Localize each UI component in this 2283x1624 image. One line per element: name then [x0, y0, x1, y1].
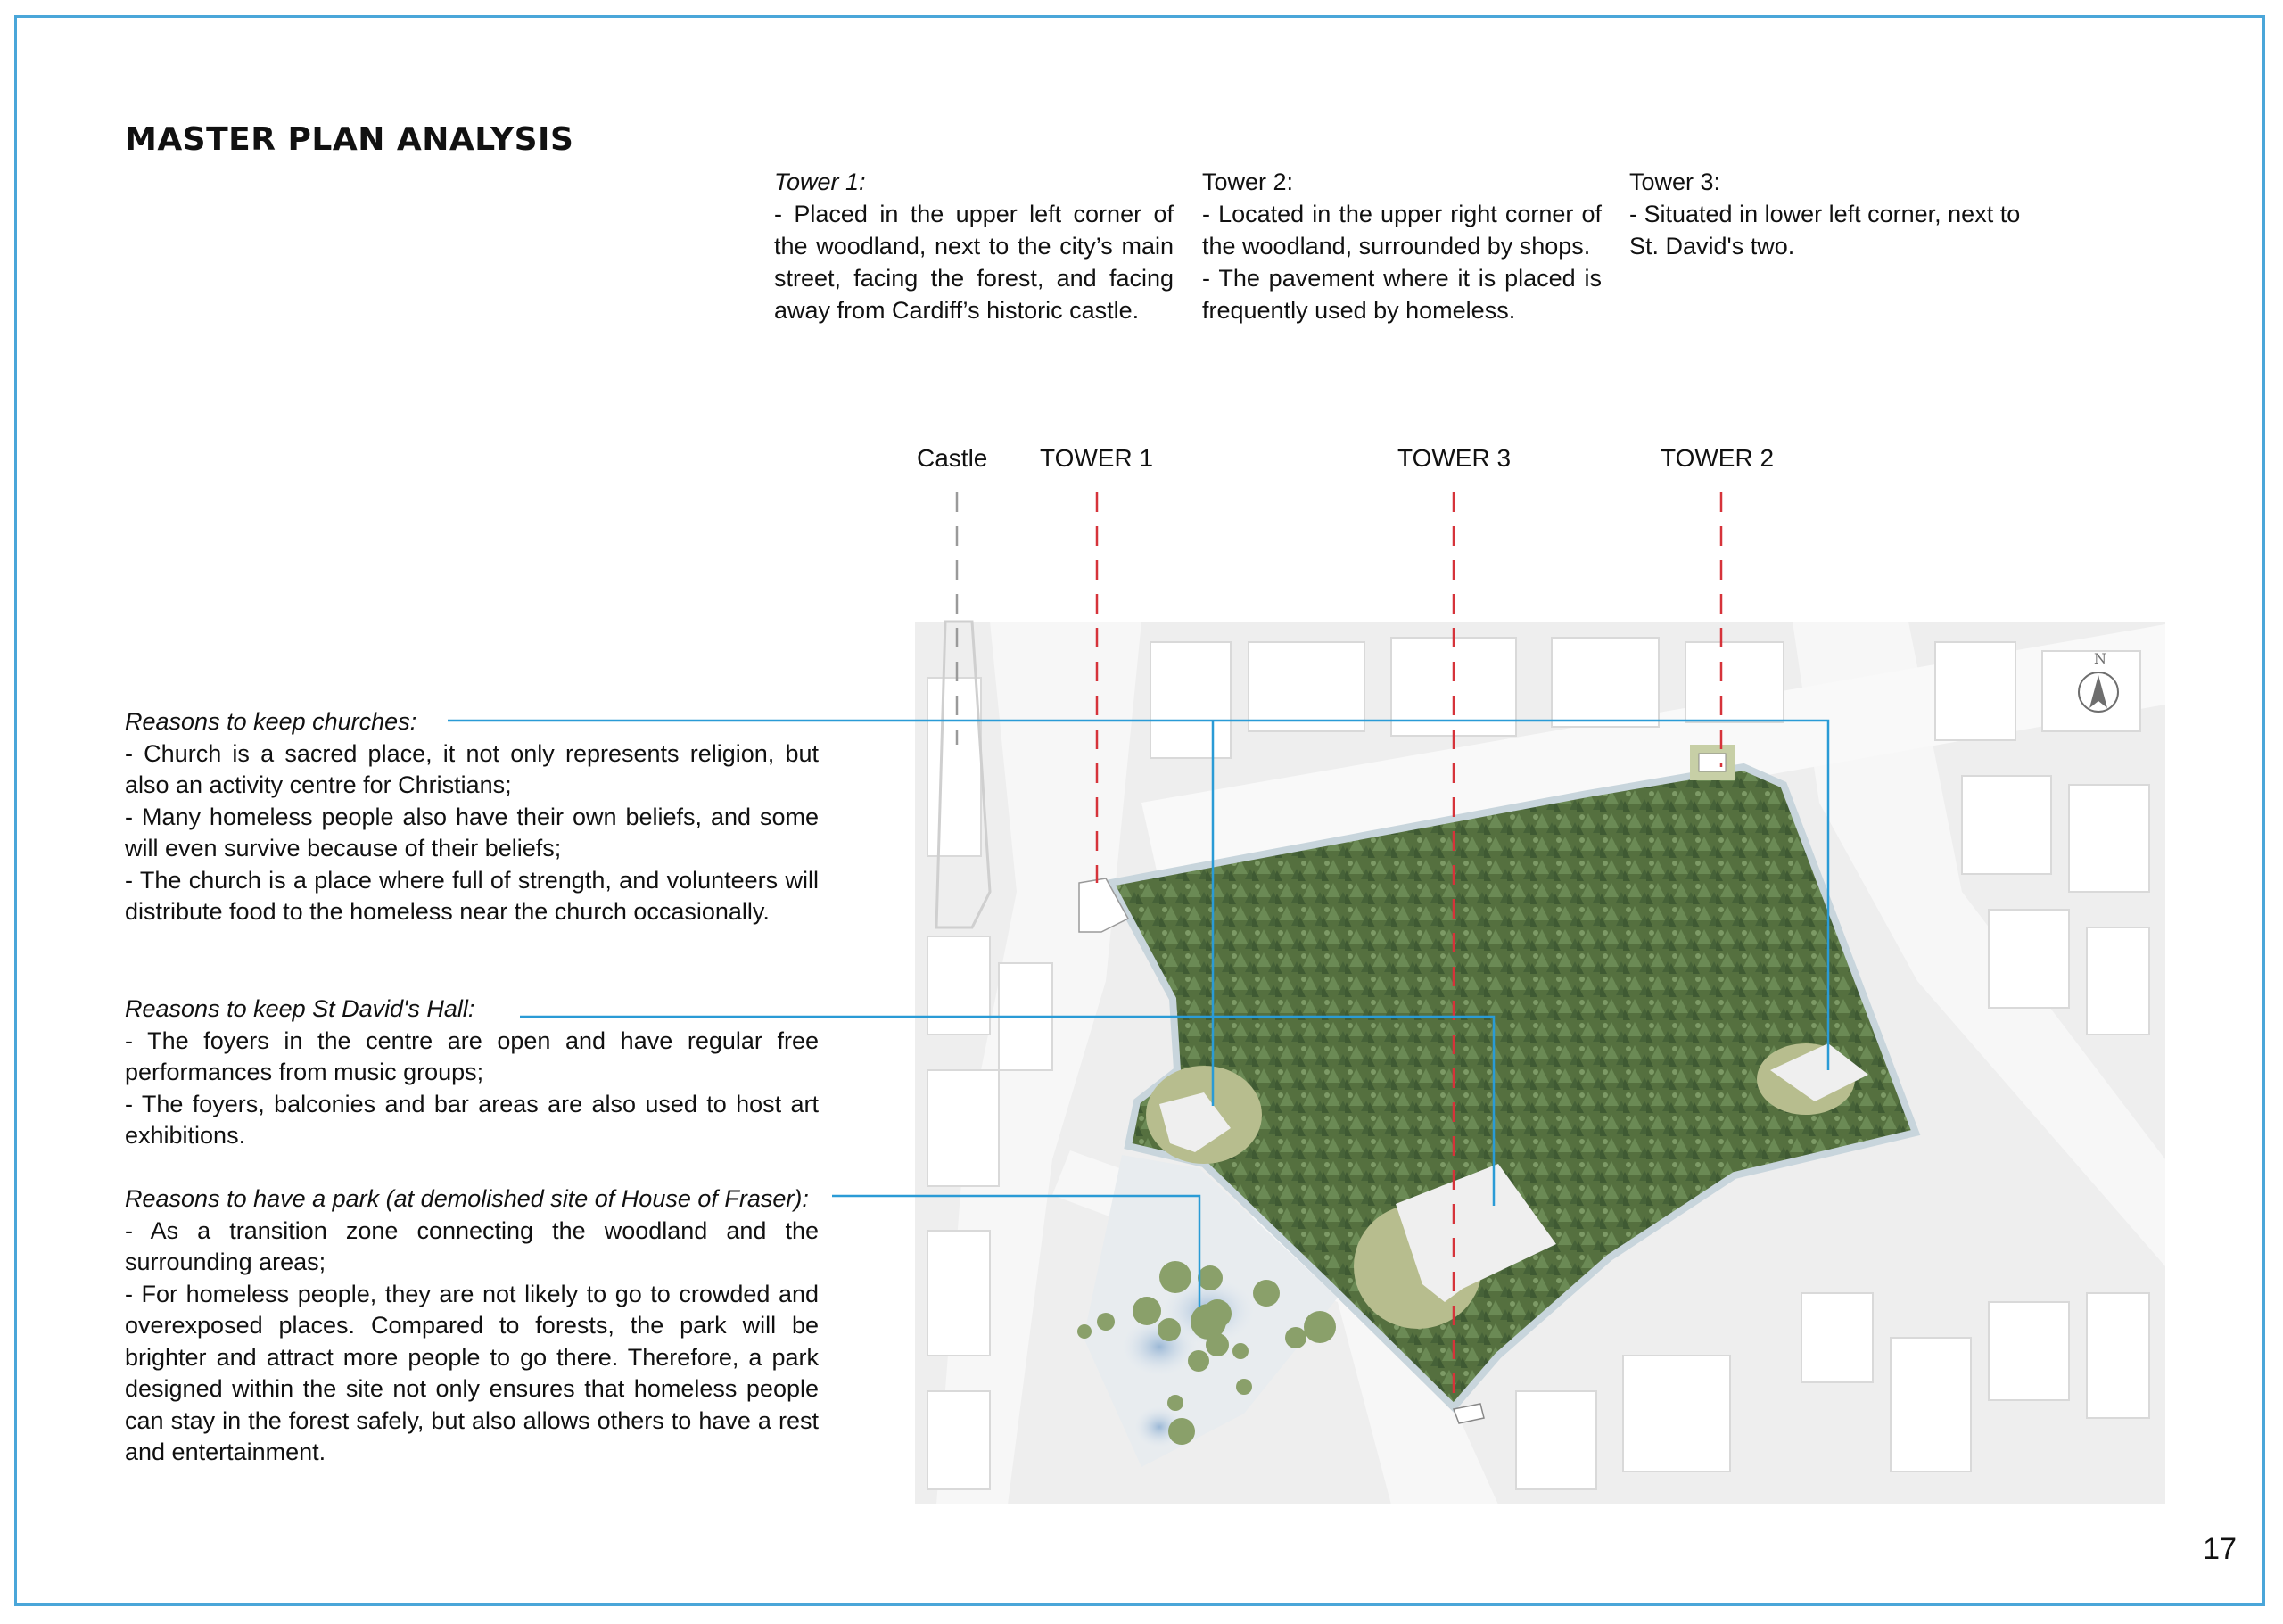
reasons-churches: [125, 706, 819, 928]
park-heading: Reasons to have a park (at demolished site of House of Fraser):: [125, 1185, 809, 1212]
tower1-heading: Tower 1:: [774, 169, 866, 195]
hall-line: - The foyers, balconies and bar areas are also used to host art exhibitions.: [125, 1090, 819, 1149]
churches-heading: Reasons to keep churches:: [125, 708, 417, 735]
label-tower3: TOWER 3: [1397, 444, 1512, 472]
hall-heading: Reasons to keep St David's Hall:: [125, 995, 475, 1022]
tower3-line: - Situated in lower left corner, next to St. David's two.: [1629, 201, 2021, 260]
label-tower1: TOWER 1: [1040, 444, 1154, 472]
hall-line: - The foyers in the centre are open and have regular free performances from music groups;: [125, 1026, 819, 1085]
page-number: 17: [2203, 1532, 2237, 1566]
page-title: MASTER PLAN ANALYSIS: [125, 121, 574, 158]
reasons-hall: [125, 993, 819, 1152]
tower2-line: - Located in the upper right corner of the woodland, surrounded by shops.: [1202, 201, 1602, 260]
park-line: - For homeless people, they are not likely to go to crowded and overexposed places. Compared to forests, the park will be brighter and attract more people to go there. Therefore, a park designed within the site not only ensures that homeless people can stay in the forest safely, but also allows others to have a rest and entertainment.: [125, 1280, 819, 1465]
park-line: - As a transition zone connecting the woodland and the surrounding areas;: [125, 1216, 819, 1275]
churches-line: - Many homeless people also have their own beliefs, and some will even survive because of their beliefs;: [125, 803, 819, 861]
tower1-line: - Placed in the upper left corner of the woodland, next to the city’s main street, facing the forest, and facing away from Cardiff’s historic castle.: [774, 201, 1174, 324]
compass-label: N: [2094, 650, 2106, 667]
reasons-park: [125, 1183, 819, 1469]
churches-line: - The church is a place where full of strength, and volunteers will distribute food to the homeless near the church occasionally.: [125, 866, 819, 925]
label-castle: Castle: [917, 444, 988, 472]
tower2-heading: Tower 2:: [1202, 169, 1294, 195]
tower2-line: - The pavement where it is placed is frequently used by homeless.: [1202, 265, 1602, 324]
churches-line: - Church is a sacred place, it not only represents religion, but also an activity centre for Christians;: [125, 739, 819, 798]
tower3-heading: Tower 3:: [1629, 169, 1721, 195]
map-base: [915, 622, 2165, 1504]
label-tower2: TOWER 2: [1661, 444, 1775, 472]
